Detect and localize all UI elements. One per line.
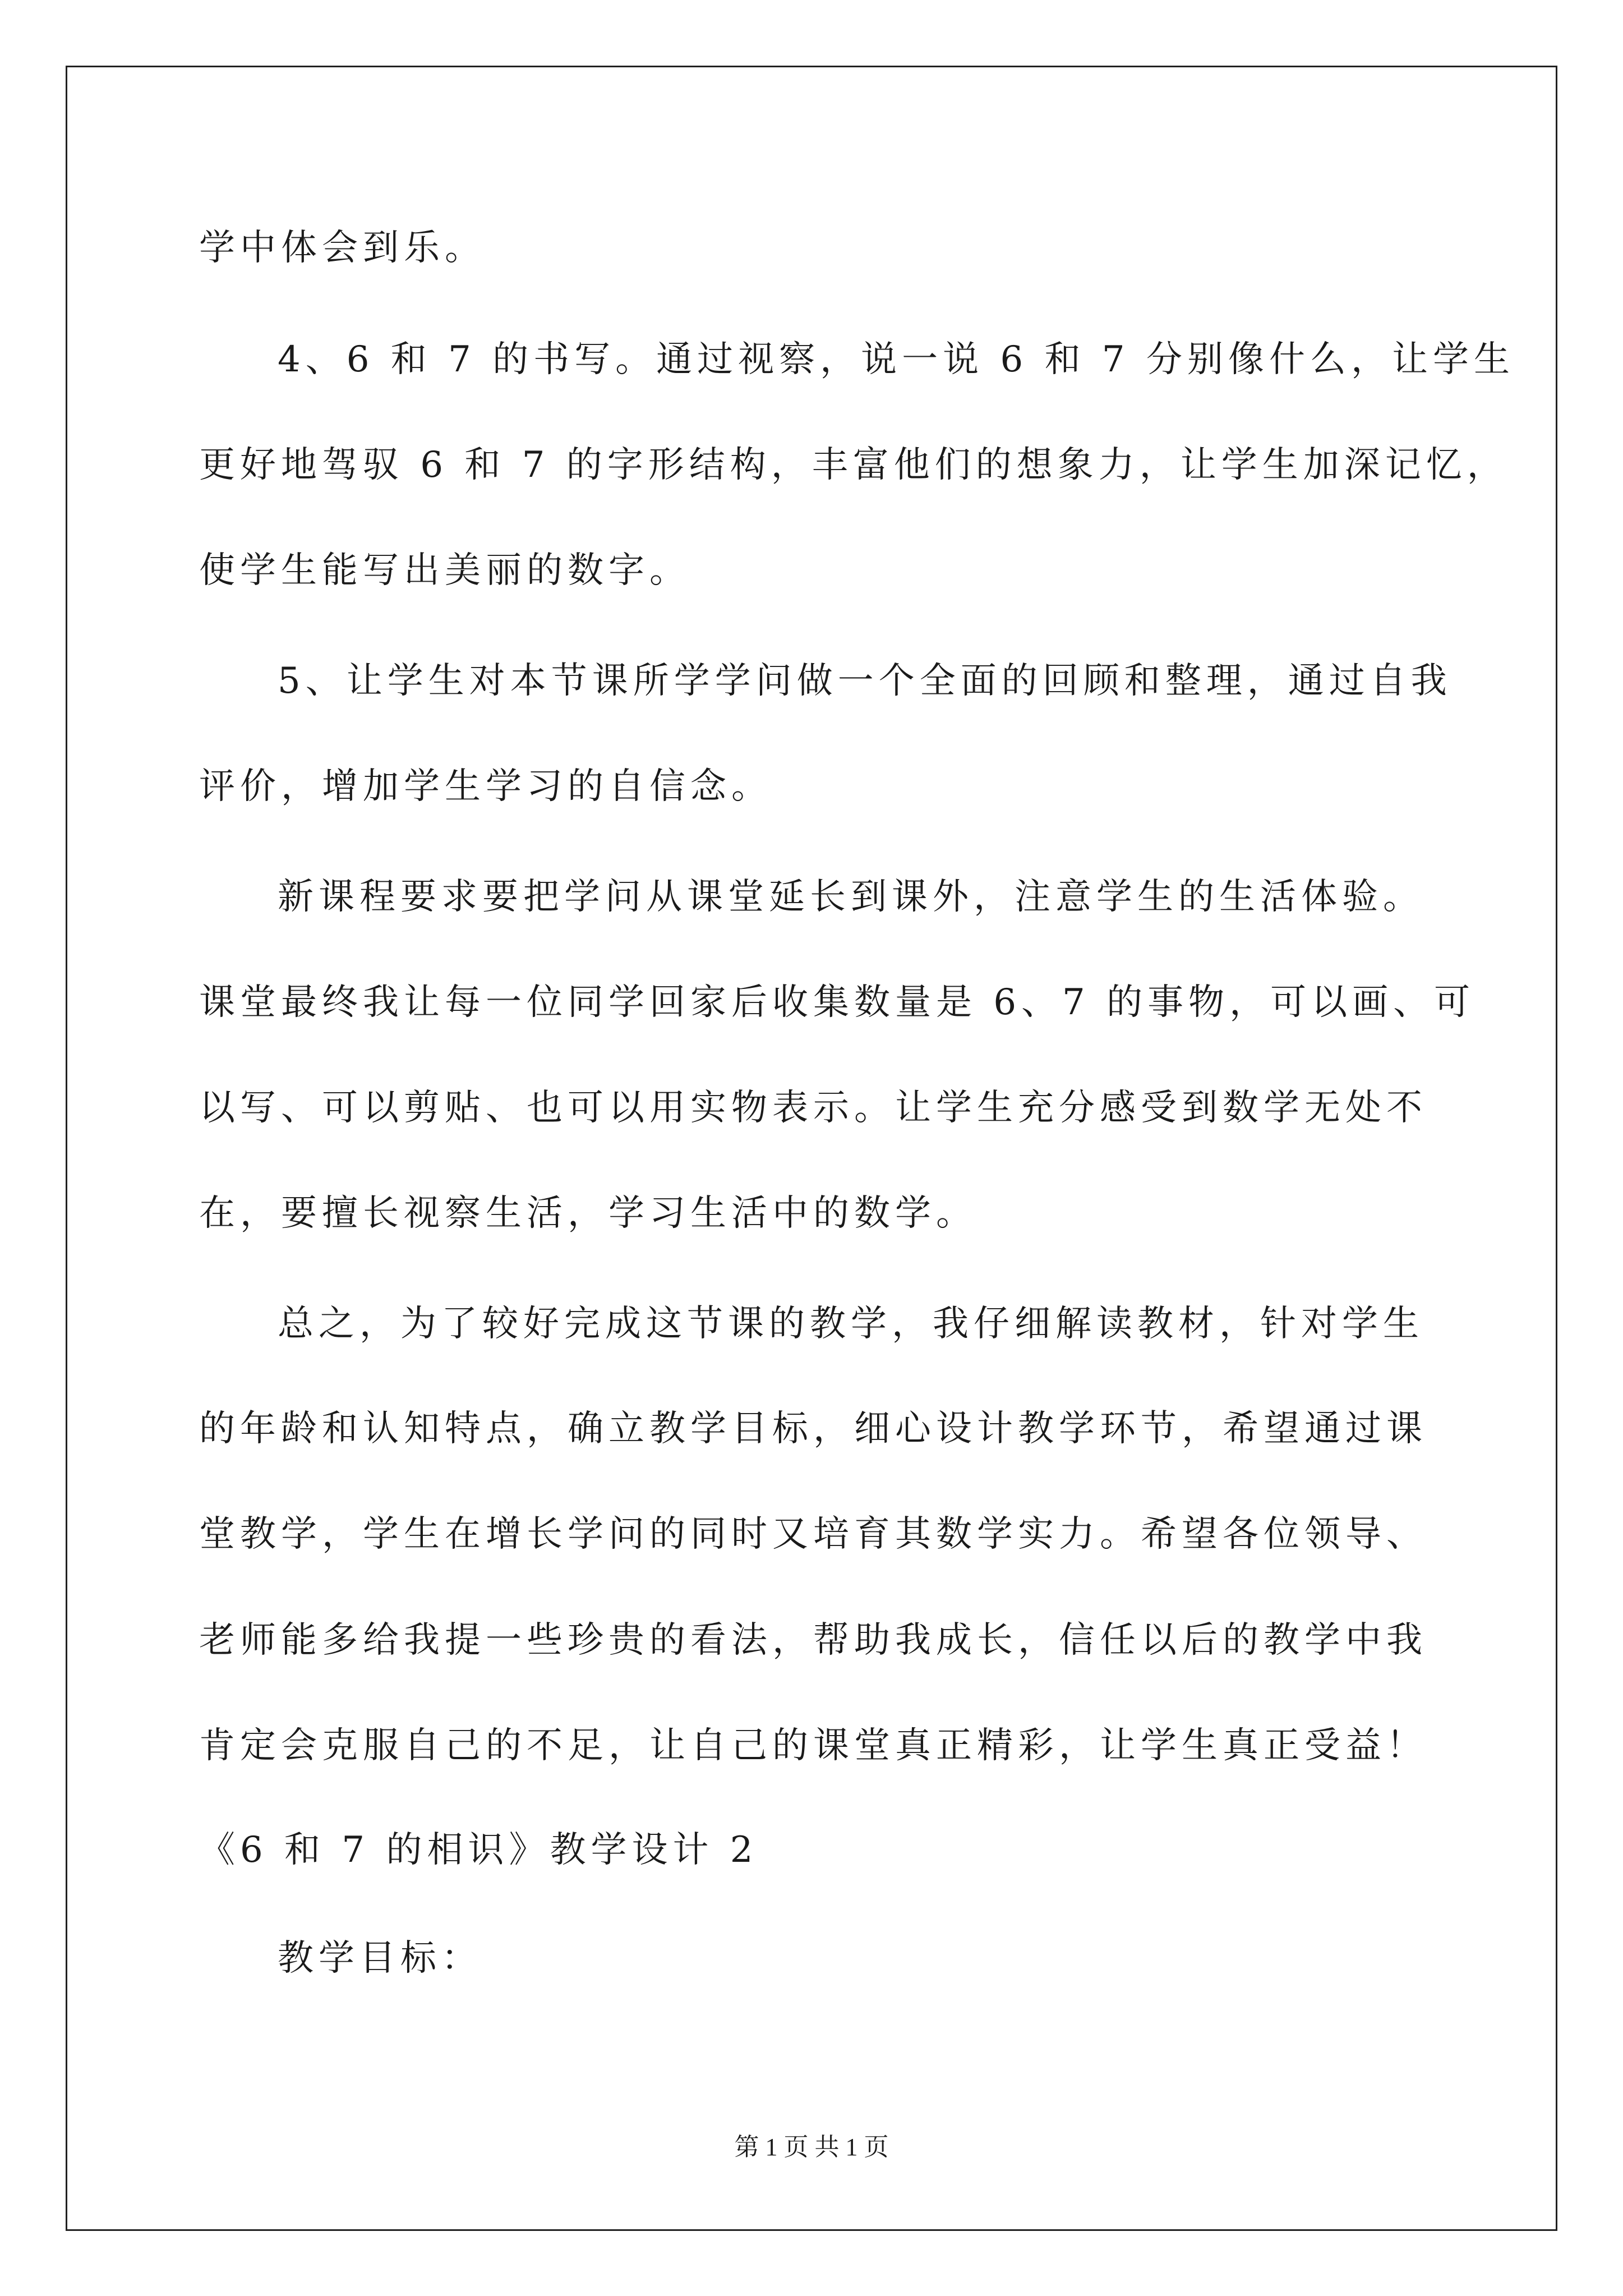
text-line: 老师能多给我提一些珍贵的看法，帮助我成长，信任以后的教学中我 xyxy=(199,1619,1427,1661)
page-border xyxy=(66,66,1557,2231)
text-line: 在，要擅长视察生活，学习生活中的数学。 xyxy=(199,1193,977,1234)
text-line: 肯定会克服自己的不足，让自己的课堂真正精彩，让学生真正受益！ xyxy=(199,1725,1427,1766)
text-line: 堂教学，学生在增长学问的同时又培育其数学实力。希望各位领导、 xyxy=(199,1513,1427,1555)
page-footer: 第 1 页 共 1 页 xyxy=(734,2133,889,2161)
text-line: 更好地驾驭 6 和 7 的字形结构，丰富他们的想象力，让学生加深记忆， xyxy=(199,444,1508,486)
text-line: 评价，增加学生学习的自信念。 xyxy=(199,766,772,807)
section-heading: 《6 和 7 的相识》教学设计 2 xyxy=(199,1829,758,1871)
text-line: 以写、可以剪贴、也可以用实物表示。让学生充分感受到数学无处不 xyxy=(199,1087,1427,1129)
text-line: 使学生能写出美丽的数字。 xyxy=(199,550,690,591)
text-line: 新课程要求要把学问从课堂延长到课外，注意学生的生活体验。 xyxy=(278,876,1424,918)
text-line: 教学目标： xyxy=(278,1938,482,1979)
text-line: 总之，为了较好完成这节课的教学，我仔细解读教材，针对学生 xyxy=(278,1303,1424,1345)
text-line: 4、6 和 7 的书写。通过视察，说一说 6 和 7 分别像什么，让学生 xyxy=(278,339,1515,380)
text-line: 学中体会到乐。 xyxy=(199,227,486,269)
text-line: 的年龄和认知特点，确立教学目标，细心设计教学环节，希望通过课 xyxy=(199,1408,1427,1450)
text-line: 课堂最终我让每一位同学回家后收集数量是 6、7 的事物，可以画、可 xyxy=(199,982,1476,1023)
text-line: 5、让学生对本节课所学学问做一个全面的回顾和整理，通过自我 xyxy=(278,660,1452,702)
